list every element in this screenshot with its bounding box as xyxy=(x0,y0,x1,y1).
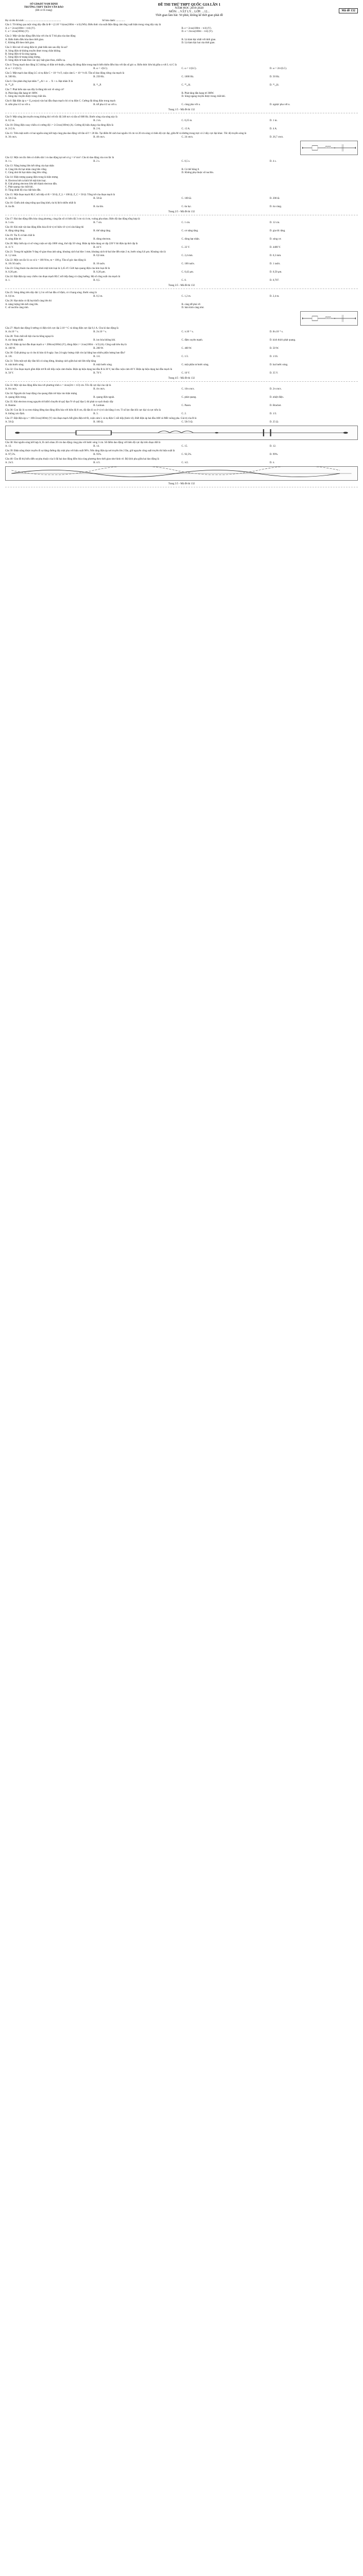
answer-option[interactable]: D. Sóng điện từ tuân theo các quy luật giao thoa, nhiễu xạ. xyxy=(5,59,66,62)
answer-option[interactable]: B. dòng electron. xyxy=(93,238,111,241)
question-stem: Câu 1: Từ thông qua một vòng dây dẫn là Φ = (2.10⁻²/π)cos(100πt + π/4) (Wb). Biểu thức của suất điện động cảm ứng xuất hiện trong vòng dây này là xyxy=(5,24,161,26)
question-stem: Câu 12: Một con lắc đơn có chiều dài 1 m dao động tại nơi có g = π² m/s². Chu kì dao động của con lắc là xyxy=(5,157,114,159)
answer-option[interactable]: B. 10 rad/s. xyxy=(93,263,106,265)
answer-option[interactable]: D. 2,4 m. xyxy=(269,295,280,298)
answer-options xyxy=(5,413,358,416)
question-stem: Câu 17: Hai dao động điều hòa cùng phương, cùng tần số có biên độ 3 cm và 4 cm, vuông pha nhau. Biên độ dao động tổng hợp là xyxy=(5,218,140,221)
question-stem: Câu 3: Khi nói về sóng điện từ, phát biểu nào sau đây là sai? xyxy=(5,46,68,49)
answer-options xyxy=(5,263,358,266)
answer-option[interactable]: B. Phát tăng dần hạng tử 3MW. xyxy=(181,92,214,95)
answer-options xyxy=(5,197,358,200)
oscillation-graph-figure xyxy=(5,466,358,481)
exam-time: Thời gian làm bài: 50 phút, không kể thời gian phát đề xyxy=(155,14,223,17)
answer-option[interactable]: B. 2 m. xyxy=(93,120,101,122)
answer-options xyxy=(5,396,358,399)
answer-option[interactable]: D. e = 2πcos(100πt − π/4) (V). xyxy=(181,30,213,33)
answer-options xyxy=(5,347,358,350)
page-number-label: Trang 1/5 - Mã đề thi 132 xyxy=(5,109,358,113)
answer-option[interactable]: B. Có thể bằng 0. xyxy=(181,168,200,171)
answer-option[interactable]: B. 7 cm. xyxy=(93,222,102,224)
answer-option[interactable]: C. 50√3 Ω. xyxy=(181,421,193,423)
answer-option[interactable]: A. Phát tăng dần hạng tử 1MW. xyxy=(5,92,38,95)
answer-option[interactable]: B. 4π cm/s. xyxy=(93,388,106,391)
answer-option[interactable]: B. quang điện ngoài. xyxy=(93,396,115,399)
answer-options xyxy=(5,128,358,131)
answer-option[interactable]: B. 70 V. xyxy=(93,372,102,375)
answer-option[interactable]: D. 12. xyxy=(269,445,276,448)
question-stem: Câu 40: Cho đồ thị biểu diễn sự phụ thuộc của li độ hai dao động điều hòa cùng phương theo thời gian như hình vẽ. Độ lệch pha giữa hai dao động là xyxy=(5,458,159,461)
answer-option[interactable]: B. 50 Ω. xyxy=(93,197,102,200)
answer-option[interactable]: D. 0,707. xyxy=(269,279,280,282)
answer-option[interactable]: C. 0,42 μm. xyxy=(181,271,194,274)
answer-options xyxy=(5,222,358,225)
answer-option[interactable]: B. e = 2cos(100πt − π/4) (V). xyxy=(181,27,212,30)
page-number-label: Trang 4/5 - Mã đề thi 132 xyxy=(5,377,358,382)
answer-option[interactable]: B. Laiman. xyxy=(93,404,105,407)
answer-option[interactable]: A. ω = 1/√(LC). xyxy=(5,67,22,70)
exam-title-block xyxy=(92,3,287,18)
answer-option[interactable]: B. 95%. xyxy=(93,453,102,456)
answer-option[interactable]: C. π.10⁻⁵ s. xyxy=(181,331,194,333)
code-block xyxy=(296,3,358,13)
answer-options xyxy=(5,92,358,98)
question-stem: Câu 31: Trên một sợi dây đàn hồi có sóng dừng, khoảng cách giữa hai nút liên tiếp bằng xyxy=(5,360,96,363)
answer-option[interactable]: A. 1/8. xyxy=(5,355,12,358)
answer-option[interactable]: B. tia tím. xyxy=(93,206,104,208)
answer-option[interactable]: D. nhiệt điện. xyxy=(269,396,284,399)
answer-option[interactable]: D. 12 cm. xyxy=(269,222,280,224)
answer-option[interactable]: D. 0,50 μm. xyxy=(269,271,282,274)
question-stem: Câu 14: Hiện tượng quang điện trong là hiện tượng xyxy=(5,176,58,179)
answer-options xyxy=(5,421,358,424)
answer-option[interactable]: A. Sóng điện từ không truyền được trong chân không. xyxy=(5,50,61,53)
answer-option[interactable]: A. Càng lớn thì hạt nhân càng bền vững. xyxy=(5,168,47,171)
answer-option[interactable]: D. 99%. xyxy=(269,453,279,456)
answer-option[interactable]: C. tia lục. xyxy=(181,206,192,208)
answer-option[interactable]: B. 0,30 μm. xyxy=(93,271,106,274)
answer-option[interactable]: A. sóng điện từ. xyxy=(5,238,22,241)
answer-option[interactable]: D. ngược pha với u. xyxy=(269,104,290,106)
question-stem: Câu 11: Trên mặt nước có hai nguồn sóng kết hợp cùng pha dao động với tần số f = 20 Hz. Tại điểm M cách hai nguồn 16 cm và 20 cm sóng có biên độ cực đại, giữa M và đường trung trực có 2 dãy cực đại khác. Tốc độ truyền sóng là xyxy=(5,132,247,135)
exam-title: ĐỀ THI THỬ THPT QUỐC GIA LẦN 1 xyxy=(158,3,221,7)
answer-option[interactable]: A. 1. xyxy=(5,279,10,282)
answer-option[interactable]: D. 50 Hz. xyxy=(269,76,280,78)
answer-option[interactable]: D. ²⁹₁₄Si. xyxy=(269,84,280,87)
answer-options xyxy=(5,279,358,282)
answer-option[interactable]: B. 44 V. xyxy=(93,246,102,249)
question-stem: Câu 2: Một vật dao động điều hòa với chu kì T thì pha của dao động xyxy=(5,35,76,38)
question-stem: Câu 32: Cho đoạn mạch gồm điện trở R nối tiếp cuộn cảm thuần. Điện áp hiệu dụng hai đầu R là 30 V, hai đầu cuộn cảm 40 V. Điện áp hiệu dụng hai đầu mạch là xyxy=(5,368,172,371)
answer-option[interactable]: A. Banme. xyxy=(5,404,16,407)
answer-option[interactable]: A. 13. xyxy=(5,445,12,448)
answer-option[interactable]: D. 1/16. xyxy=(269,355,278,358)
answer-option[interactable]: B. 0,5. xyxy=(93,279,100,282)
student-info xyxy=(5,20,358,22)
answer-options xyxy=(5,230,358,233)
exam-subject: MÔN: ...VẬT LÝ... LỚP: ...12... xyxy=(169,10,210,13)
answer-options xyxy=(5,303,358,310)
answer-option[interactable]: B. ³¹₁₅P. xyxy=(93,84,102,87)
student-id-label: Số báo danh: .............. xyxy=(102,20,126,22)
answer-option[interactable]: D. 25 Ω. xyxy=(269,421,279,423)
answer-option[interactable]: C. Không đổi theo thời gian. xyxy=(5,42,35,44)
answer-option[interactable]: C. đâm xuyên mạnh. xyxy=(181,339,203,342)
answer-options xyxy=(5,339,358,342)
question-stem: Câu 9: Một sóng âm truyền trong không khí với tốc độ 340 m/s và tần số 680 Hz. Bước sóng của sóng này là xyxy=(5,116,117,118)
answer-options xyxy=(5,355,358,359)
question-stem: Câu 21: Trong thí nghiệm Y-âng về giao thoa ánh sáng, khoảng cách hai khe 1 mm, khoảng cách từ hai khe đến màn 2 m, bước sóng 0,6 μm. Khoảng vân là xyxy=(5,251,166,253)
answer-option[interactable]: C. một phần tư bước sóng. xyxy=(181,364,209,366)
answer-options xyxy=(5,404,358,408)
answer-option[interactable]: D. Tăng nhiệt độ của chất bán dẫn. xyxy=(5,189,41,192)
answer-option[interactable]: A. tác dụng nhiệt. xyxy=(5,339,24,342)
answer-option[interactable]: C. 16π cm/s. xyxy=(181,388,195,391)
answer-option[interactable]: B. ω = √(LC). xyxy=(93,67,108,70)
answer-option[interactable]: D. 4 A. xyxy=(269,128,278,130)
answer-options xyxy=(5,445,358,448)
answer-option[interactable]: A. 0,6 m. xyxy=(5,295,15,298)
answer-options xyxy=(5,255,358,258)
answer-option[interactable]: B. 40 cm/s. xyxy=(93,136,106,139)
answer-option[interactable]: C. 1/3. xyxy=(181,355,188,358)
answer-option[interactable]: D. tia vàng. xyxy=(269,206,282,208)
answer-option[interactable]: D. sóng cơ. xyxy=(269,238,282,241)
answer-option[interactable]: D. 0,3 mm. xyxy=(269,255,282,257)
answer-option[interactable]: C. 24 cm/s. xyxy=(181,136,194,139)
answer-option[interactable]: C. dòng hạt nhân. xyxy=(181,238,200,241)
answer-options xyxy=(5,180,358,192)
answer-option[interactable]: A. không xác định. xyxy=(5,413,25,415)
answer-option[interactable]: C. Sóng điện từ mang năng lượng. xyxy=(5,56,41,59)
answer-option[interactable]: B. 14. xyxy=(93,445,100,448)
question-stem: Câu 30: Chất phóng xạ có chu kì bán rã 8 ngày. Sau 24 ngày lượng chất còn lại bằng bao nhiêu phần lượng ban đầu? xyxy=(5,352,126,354)
answer-option[interactable]: C. 10 V. xyxy=(181,372,190,375)
answer-option[interactable]: A. 36 cm/s. xyxy=(5,136,18,139)
answer-option[interactable]: A. năng lượng liên kết càng lớn. xyxy=(5,303,39,306)
answer-option[interactable]: D. Bracket. xyxy=(269,404,282,407)
answer-option[interactable]: C. Càng nhỏ thì hạt nhân càng bền vững. xyxy=(5,172,47,174)
answer-option[interactable]: B. 2 s. xyxy=(93,160,100,163)
question-stem: Câu 27: Mạch dao động lí tưởng có điện tích cực đại 2.10⁻⁶ C và dòng điện cực đại 0,1 A. Chu kì dao động là xyxy=(5,327,118,330)
answer-option[interactable]: B. Sóng điện từ là sóng ngang. xyxy=(5,53,37,56)
answer-option[interactable]: C. số nuclôn càng nhỏ. xyxy=(5,307,29,309)
answer-option[interactable]: A. quang điện trong. xyxy=(5,396,27,399)
answer-option[interactable]: B. 0,6 mm. xyxy=(93,255,105,257)
page-number-label: Trang 3/5 - Mã đề thi 132 xyxy=(5,284,358,289)
question-stem: Câu 38: Hai nguồn sóng kết hợp A, B cách nhau 20 cm dao động cùng pha với bước sóng 3 cm. Số điểm dao động với biên độ cực đại trên đoạn AB là xyxy=(5,442,161,444)
question-stem: Câu 39: Điện năng được truyền đi xa bằng đường dây một pha với hiệu suất 90%. Nếu tăng điện áp nơi truyền lên 2 lần, giữ nguyên công suất truyền thì hiệu suất là xyxy=(5,450,175,452)
answer-option[interactable]: C. 0,25 m. xyxy=(181,120,193,122)
answer-option[interactable]: D. hai bước sóng. xyxy=(269,364,288,366)
answer-option[interactable]: C. 1 cm. xyxy=(181,222,191,224)
answer-option[interactable]: B. 2 A. xyxy=(93,128,101,130)
answer-option[interactable]: A. Biến thiên điều hòa theo thời gian. xyxy=(5,39,44,41)
answer-options xyxy=(5,160,358,163)
answer-option[interactable]: A. 4π.10⁻⁵ s. xyxy=(5,331,19,333)
answer-option[interactable]: A. e = 2cos(100πt + π/4) (V). xyxy=(5,27,36,30)
answer-option[interactable]: C. ω = 1/(LC). xyxy=(181,67,197,70)
answer-option[interactable]: C. ³⁰₁₄Si. xyxy=(181,84,191,87)
answer-option[interactable]: C. cùng pha với u. xyxy=(181,104,201,106)
answer-option[interactable]: B. 3. xyxy=(93,413,98,415)
question-stem: Câu 8: Đặt điện áp u = U₀cos(ωt) vào hai đầu đoạn mạch chỉ có tụ điện C. Cường độ dòng điện trong mạch xyxy=(5,100,116,103)
answer-option[interactable]: D. Sóng ngang truyền được trong chất khí. xyxy=(181,95,226,98)
question-stem: Câu 36: Con lắc lò xo treo thẳng đứng dao động điều hòa với biên độ 8 cm, độ dãn lò xo ở vị trí cân bằng 4 cm. Tỉ số lực đàn hồi cực đại và cực tiểu là xyxy=(5,409,161,412)
answer-option[interactable]: A. 100 W. xyxy=(5,347,16,350)
answer-options xyxy=(5,246,358,249)
answer-option[interactable]: C. cơ năng tăng. xyxy=(181,230,199,232)
answer-options xyxy=(5,39,358,45)
answer-option[interactable]: D. 26,7 cm/s. xyxy=(269,136,284,139)
answer-option[interactable]: B. 2π.10⁻⁵ s. xyxy=(93,331,107,333)
answer-option[interactable]: D. ω = 2π√(LC). xyxy=(269,67,287,70)
answer-options xyxy=(5,76,358,79)
answer-option[interactable]: B. ion hóa không khí. xyxy=(93,339,116,342)
answer-option[interactable]: D. 200 Ω. xyxy=(269,197,280,200)
question-stem: Câu 5: Một mạch dao động LC có tụ điện C = 10⁻³/π F, cuộn cảm L = 10⁻³/π H. Tần số dao động riêng của mạch là xyxy=(5,72,125,75)
answer-option[interactable]: D. gia tốc tăng. xyxy=(269,230,286,232)
answer-options xyxy=(5,136,358,139)
question-stem: Câu 18: Khi một vật dao động điều hòa đi từ vị trí biên về vị trí cân bằng thì xyxy=(5,226,84,229)
answer-option[interactable]: C. phát quang. xyxy=(181,396,197,399)
answer-options xyxy=(5,27,358,33)
answer-option[interactable]: A. 50√2 Ω. xyxy=(5,197,17,200)
answer-options xyxy=(5,206,358,209)
answer-options xyxy=(5,295,358,298)
question-stem: Câu 20: Máy biến áp có số vòng cuộn sơ cấp 1000 vòng, thứ cấp 50 vòng. Điện áp hiệu dụng sơ cấp 220 V thì điện áp thứ cấp là xyxy=(5,243,138,245)
answer-option[interactable]: A. sớm pha π/2 so với u. xyxy=(5,104,31,106)
answer-options xyxy=(5,271,358,274)
question-stem: Câu 22: Một con lắc lò xo có k = 100 N/m, m = 100 g. Tần số góc dao động là xyxy=(5,259,86,262)
answer-options xyxy=(5,168,358,175)
answer-option[interactable]: D. 8π.10⁻⁵ s. xyxy=(269,331,283,333)
answer-options xyxy=(5,388,358,391)
exam-year: NĂM HỌC 2019-2020 xyxy=(175,7,204,10)
question-stem: Câu 19: Tia X có bản chất là xyxy=(5,234,35,237)
answer-option[interactable]: B. 0,3 m. xyxy=(93,295,103,298)
answer-option[interactable]: A. 1,2 mm. xyxy=(5,255,17,257)
answer-option[interactable]: A. nửa bước sóng. xyxy=(5,364,24,366)
dept-name: SỞ GD&ĐT NAM ĐỊNH xyxy=(30,3,58,6)
answer-options xyxy=(5,331,358,334)
answer-option[interactable]: C. 2. xyxy=(181,413,187,415)
answer-option[interactable]: B. càng dễ phá vỡ. xyxy=(181,303,201,306)
exam-header xyxy=(5,3,358,19)
question-stem: Câu 26: Hạt nhân có độ hụt khối càng lớn thì xyxy=(5,300,52,302)
answer-option[interactable]: A. 1 s. xyxy=(5,160,12,163)
answer-option[interactable]: D. 4 s. xyxy=(269,160,276,163)
question-stem: Câu 10: Dòng điện xoay chiều có cường độ i = 2√2cos(100πt) (A). Cường độ hiệu dụng của dòng điện là xyxy=(5,124,114,127)
question-stem: Câu 23: Công thoát của electron khỏi một kim loại là 3,45 eV. Giới hạn quang điện của kim loại đó là xyxy=(5,267,110,270)
answer-option[interactable]: B. Là hàm bậc nhất với thời gian. xyxy=(181,39,216,41)
answer-option[interactable]: C. 100 Ω. xyxy=(181,197,192,200)
answer-option[interactable]: D. Không phụ thuộc số nuclôn. xyxy=(181,172,214,174)
question-stem: Câu 28: Tính chất nổi bật của tia hồng ngoại là xyxy=(5,335,54,338)
answer-option[interactable]: A. động năng tăng. xyxy=(5,230,25,232)
answer-option[interactable]: D. π. xyxy=(269,462,275,464)
answer-option[interactable]: C. 2,4 mm. xyxy=(181,255,193,257)
question-stem: Câu 29: Điện áp hai đầu đoạn mạch u = 200cos(100πt) (V), dòng điện i = 2cos(100πt − π/3) (A). Công suất tiêu thụ là xyxy=(5,344,127,346)
answer-option[interactable]: A. 10√10 rad/s. xyxy=(5,263,22,265)
answer-option[interactable]: B. 200 W. xyxy=(93,347,104,350)
question-stem: Câu 24: Đặt điện áp xoay chiều vào đoạn mạch RLC nối tiếp đang có cộng hưởng. Hệ số công suất của mạch là xyxy=(5,276,120,278)
question-stem: Câu 4: Trong mạch dao động LC không có điện trở thuần, cường độ dòng điện trong mạch biến thiên điều hòa với tần số góc ω. Biểu thức liên hệ giữa ω với L và C là xyxy=(5,64,177,66)
question-stem: Câu 34: Nguyên tắc hoạt động của quang điện trở dựa vào hiện tượng xyxy=(5,393,77,395)
answer-option[interactable]: A. 50 V. xyxy=(5,372,14,375)
answer-option[interactable]: A. Electron bứt ra khỏi bề mặt kim loại. xyxy=(5,180,46,182)
answer-option[interactable]: C. 92,5%. xyxy=(181,453,192,456)
answer-option[interactable]: C. Phát quang của chất khí. xyxy=(5,186,33,189)
answer-option[interactable]: B. Giải phóng electron liên kết thành electron dẫn. xyxy=(5,183,58,185)
circuit-figure xyxy=(300,311,358,326)
answer-option[interactable]: A. tia đỏ. xyxy=(5,206,15,208)
answer-option[interactable]: A. 0,5 m. xyxy=(5,120,15,122)
answer-option[interactable]: A. 50 Ω. xyxy=(5,421,14,423)
page-number-label: Trang 5/5 - Mã đề thi 132 xyxy=(5,483,358,487)
answer-option[interactable]: C. Pasen. xyxy=(181,404,192,407)
answer-options xyxy=(5,120,358,123)
answer-option[interactable]: D. 2π cm/s. xyxy=(269,388,282,391)
answer-option[interactable]: B. trễ pha π/2 so với u. xyxy=(93,104,117,106)
answer-options xyxy=(5,372,358,375)
answer-option[interactable]: C. √2 A. xyxy=(181,128,191,130)
answer-option[interactable]: D. 1 rad/s. xyxy=(269,263,281,265)
answer-option[interactable]: B. một bước sóng. xyxy=(93,364,113,366)
answer-options xyxy=(5,453,358,456)
answer-option[interactable]: A. 97,5%. xyxy=(5,453,16,456)
student-name-label: Họ và tên thí sinh: ........................................................ xyxy=(5,20,61,22)
answer-option[interactable]: B. 1/4. xyxy=(93,355,100,358)
answer-option[interactable]: C. π/2. xyxy=(181,462,188,464)
answer-option[interactable]: D. 1 m. xyxy=(269,120,278,122)
question-stem: Câu 13: Năng lượng liên kết riêng của hạt nhân xyxy=(5,165,54,167)
answer-options xyxy=(5,50,358,62)
answer-option[interactable]: B. 250 Hz. xyxy=(93,76,105,78)
question-stem: Câu 35: Khi electron trong nguyên tử hiđrô chuyển từ quỹ đạo N về quỹ đạo L thì phát ra vạch thuộc dãy xyxy=(5,401,114,403)
pages-note: (Đề có 05 trang) xyxy=(35,9,53,12)
answer-option[interactable]: C. 100 rad/s. xyxy=(181,263,195,265)
question-stem: Câu 37: Đặt điện áp u = 100√2cos(100πt) (V) vào đoạn mạch AB gồm điện trở R, cuộn cảm L và tụ điện C nối tiếp (hình vẽ). Biết điện áp hai đầu AM và MB vuông pha. Giá trị của R là xyxy=(5,417,197,420)
answer-option[interactable]: C. 1,2 m. xyxy=(181,295,191,298)
page-number-label: Trang 2/5 - Mã đề thi 132 xyxy=(5,211,358,215)
school-name: TRƯỜNG THPT TRẦN VĂN BẢO xyxy=(24,6,64,9)
answer-option[interactable]: A. 5 cm. xyxy=(5,222,14,224)
circuit-figure xyxy=(5,426,358,440)
answer-option[interactable]: D. 35 V. xyxy=(269,372,279,375)
answer-options xyxy=(5,67,358,71)
answer-options xyxy=(5,104,358,107)
question-stem: Câu 25: Sóng dừng trên dây dài 1,2 m với hai đầu cố định, có 4 bụng sóng. Bước sóng là xyxy=(5,292,97,294)
answer-option[interactable]: A. 2π/3. xyxy=(5,462,14,464)
question-list xyxy=(5,24,358,487)
answer-option[interactable]: D. 4400 V. xyxy=(269,246,281,249)
answer-option[interactable]: D. 50 W. xyxy=(269,347,279,350)
answer-option[interactable]: B. thế năng tăng. xyxy=(93,230,111,232)
question-stem: Câu 16: Chiếu ánh sáng trắng qua lăng kính, tia bị lệch nhiều nhất là xyxy=(5,202,76,205)
answer-option[interactable]: A. 500 Hz. xyxy=(5,76,16,78)
circuit-figure xyxy=(300,141,358,155)
answer-options xyxy=(5,462,358,465)
answer-option[interactable]: B. 100 Ω. xyxy=(93,421,103,423)
exam-code: Mã đề 132 xyxy=(339,8,358,13)
question-stem: Câu 7: Phát biểu nào sau đây là đúng khi nói về sóng cơ? xyxy=(5,89,64,91)
question-stem: Câu 33: Một vật dao động điều hòa với phương trình x = 4cos(2πt + π/3) cm. Tốc độ cực đại của vật là xyxy=(5,384,111,387)
answer-option[interactable]: C. 0. xyxy=(181,279,187,282)
question-stem: Câu 6: Cho phản ứng hạt nhân ²⁷₁₃Al + α → X + n. Hạt nhân X là xyxy=(5,80,73,83)
answer-option[interactable]: D. bán kính càng nhỏ. xyxy=(181,307,204,309)
answer-option[interactable]: C. 1000 Hz. xyxy=(181,76,194,78)
answer-option[interactable]: A. 0,36 μm. xyxy=(5,271,18,274)
answer-option[interactable]: C. 22 V. xyxy=(181,246,190,249)
answer-options xyxy=(5,364,358,367)
question-stem: Câu 15: Một đoạn mạch RLC nối tiếp có R = 50 Ω, Z_L = 100 Ω, Z_C = 50 Ω. Tổng trở của đoạn mạch là xyxy=(5,194,115,196)
answer-option[interactable]: C. 15. xyxy=(181,445,188,448)
school-block xyxy=(5,3,82,12)
answer-option[interactable]: A. 8π cm/s. xyxy=(5,388,18,391)
answer-option[interactable]: C. e = 2cos(100πt) (V). xyxy=(5,30,29,33)
answer-option[interactable]: B. π/3. xyxy=(93,462,100,464)
answer-option[interactable]: A. ³⁰₁₅P. xyxy=(5,84,14,87)
answer-option[interactable]: A. 2√2 A. xyxy=(5,128,15,130)
answer-option[interactable]: D. 1/3. xyxy=(269,413,277,415)
answer-option[interactable]: A. 11 V. xyxy=(5,246,14,249)
answer-option[interactable]: C. Sóng dọc truyền được trong chất rắn. xyxy=(5,95,47,98)
answer-options xyxy=(5,84,358,87)
answer-option[interactable]: C. 0,5 s. xyxy=(181,160,191,163)
answer-option[interactable]: C. 400 W. xyxy=(181,347,192,350)
answer-options xyxy=(5,238,358,241)
answer-option[interactable]: D. Là hàm bậc hai của thời gian. xyxy=(181,42,215,44)
answer-option[interactable]: D. kích thích phát quang. xyxy=(269,339,296,342)
